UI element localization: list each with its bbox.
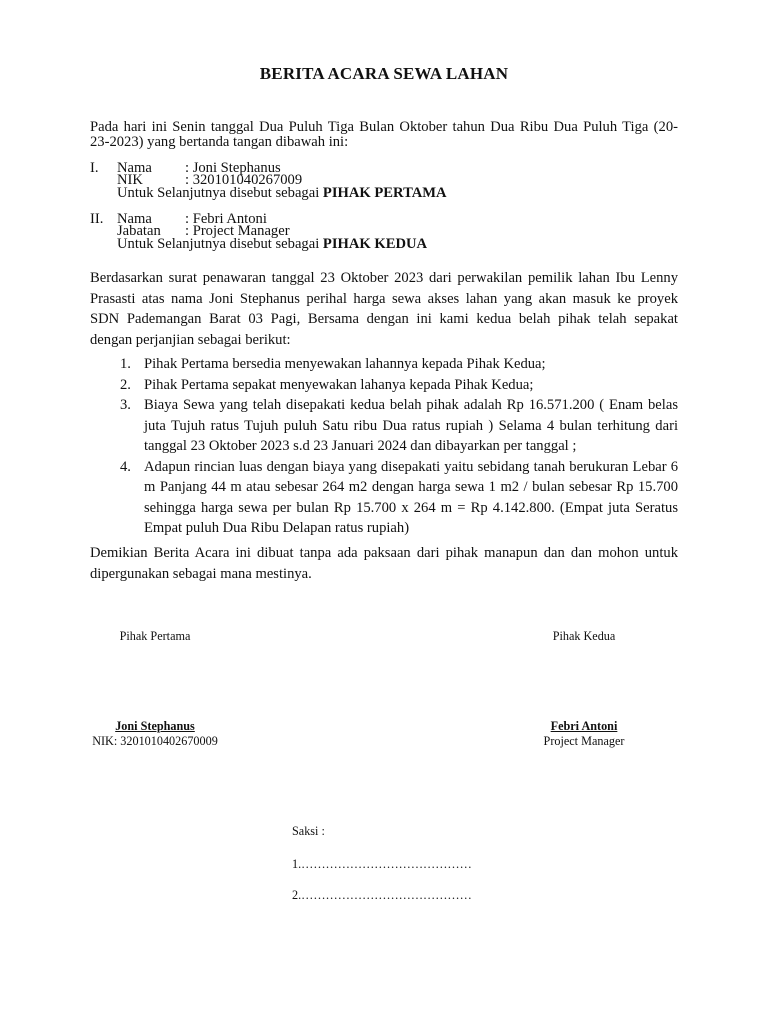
party-first-designation-prefix: Untuk Selanjutnya disebut sebagai	[117, 185, 323, 201]
signature-heading-right-text: Pihak Kedua	[552, 629, 616, 643]
party-second-designation	[117, 238, 427, 251]
witness-heading: Saksi :	[292, 824, 325, 838]
term-number: 2.	[120, 376, 131, 393]
signatory-detail-right: Project Manager	[543, 734, 625, 748]
intro-paragraph	[90, 120, 678, 150]
signature-block-left	[85, 719, 225, 749]
party-second-name-value: : Febri Antoni	[185, 211, 267, 227]
signatory-name-right: Febri Antoni	[550, 719, 618, 733]
terms-list	[90, 354, 678, 539]
witness-line-1: 1.……………………………………	[292, 857, 472, 871]
party-second-number: II.	[90, 211, 104, 227]
term-number: 4.	[120, 458, 131, 475]
terms-list-item	[90, 457, 678, 539]
party-first-number: I.	[90, 160, 99, 176]
signatory-detail-left: NIK: 3201010402670009	[92, 734, 218, 748]
party-second-name-label: Nama	[117, 211, 152, 227]
signature-heading-right	[520, 629, 648, 644]
terms-list-item	[90, 375, 678, 396]
party-second-designation-prefix: Untuk Selanjutnya disebut sebagai	[117, 236, 323, 252]
closing-paragraph	[90, 543, 678, 584]
document-title: BERITA ACARA SEWA LAHAN	[259, 64, 509, 83]
signature-block-right	[514, 719, 654, 749]
term-number: 3.	[120, 397, 131, 413]
signature-heading-left-text: Pihak Pertama	[119, 629, 191, 643]
body-line: Berdasarkan surat penawaran tanggal 23 Oktober 2023 dari perwakilan pemilik lahan Ibu Lenny	[90, 270, 678, 286]
term-text: Pihak Pertama bersedia menyewakan lahannya kepada Pihak Kedua;	[144, 356, 546, 372]
body-line: Prasasti atas nama Joni Stephanus perihal harga sewa akses lahan yang akan masuk ke proyek	[90, 290, 678, 307]
terms-list-item	[90, 354, 678, 375]
party-first-designation-title: PIHAK PERTAMA	[322, 185, 447, 201]
closing-line: Demikian Berita Acara ini dibuat tanpa ada paksaan dari pihak manapun dan dan mohon untuk	[90, 545, 678, 561]
intro-line-2: 23-2023) yang bertanda tangan dibawah ini:	[90, 134, 349, 150]
party-first-name-label: Nama	[117, 160, 152, 176]
signature-heading-left	[95, 629, 215, 644]
closing-line: dipergunakan sebagai mana mestinya.	[90, 565, 312, 582]
term-text: Adapun rincian luas dengan biaya yang disepakati yaitu sebidang tanah berukuran Lebar 6 m Panjang 44 m atau sebesar 264 m2 dengan harga sewa 1 m2 / bulan sebesar Rp 15.700 sehingga harga sewa per bulan Rp 15.700 x 264 m = Rp 4.142.800. (Empat juta Seratus Empat puluh Dua Ribu Delapan ratus rupiah)	[144, 458, 678, 536]
body-line: dengan perjanjian sebagai berikut:	[90, 331, 291, 348]
intro-line-1: Pada hari ini Senin tanggal Dua Puluh Tiga Bulan Oktober tahun Dua Ribu Dua Puluh Tiga (20-	[90, 119, 678, 135]
term-number: 1.	[120, 356, 131, 372]
party-second-position-value: : Project Manager	[185, 223, 290, 239]
term-text: Biaya Sewa yang telah disepakati kedua belah pihak adalah Rp 16.571.200 ( Enam belas juta Tujuh ratus Tujuh puluh Satu ribu Dua ratus rupiah ) Selama 4 bulan terhitung dari tanggal 23 Oktober 2023 s.d 23 Januari 2024 dan dibayarkan per tanggal ;	[144, 397, 678, 454]
body-line: SDN Pademangan Barat 03 Pagi, Bersama dengan ini kami kedua belah pihak telah sepakat	[90, 311, 678, 327]
terms-list-item	[90, 395, 678, 457]
signatory-name-left: Joni Stephanus	[115, 719, 195, 733]
party-first-nik-value: : 320101040267009	[185, 172, 303, 188]
party-first-nik-label: NIK	[117, 172, 143, 188]
party-second-designation-title: PIHAK KEDUA	[322, 236, 428, 252]
term-text: Pihak Pertama sepakat menyewakan lahanya kepada Pihak Kedua;	[144, 376, 534, 393]
party-second-position-label: Jabatan	[117, 223, 161, 239]
party-first-designation	[117, 187, 447, 200]
witness-line-2: 2.……………………………………	[292, 888, 472, 902]
body-paragraph	[90, 268, 678, 350]
party-first-name-value: : Joni Stephanus	[185, 160, 281, 176]
